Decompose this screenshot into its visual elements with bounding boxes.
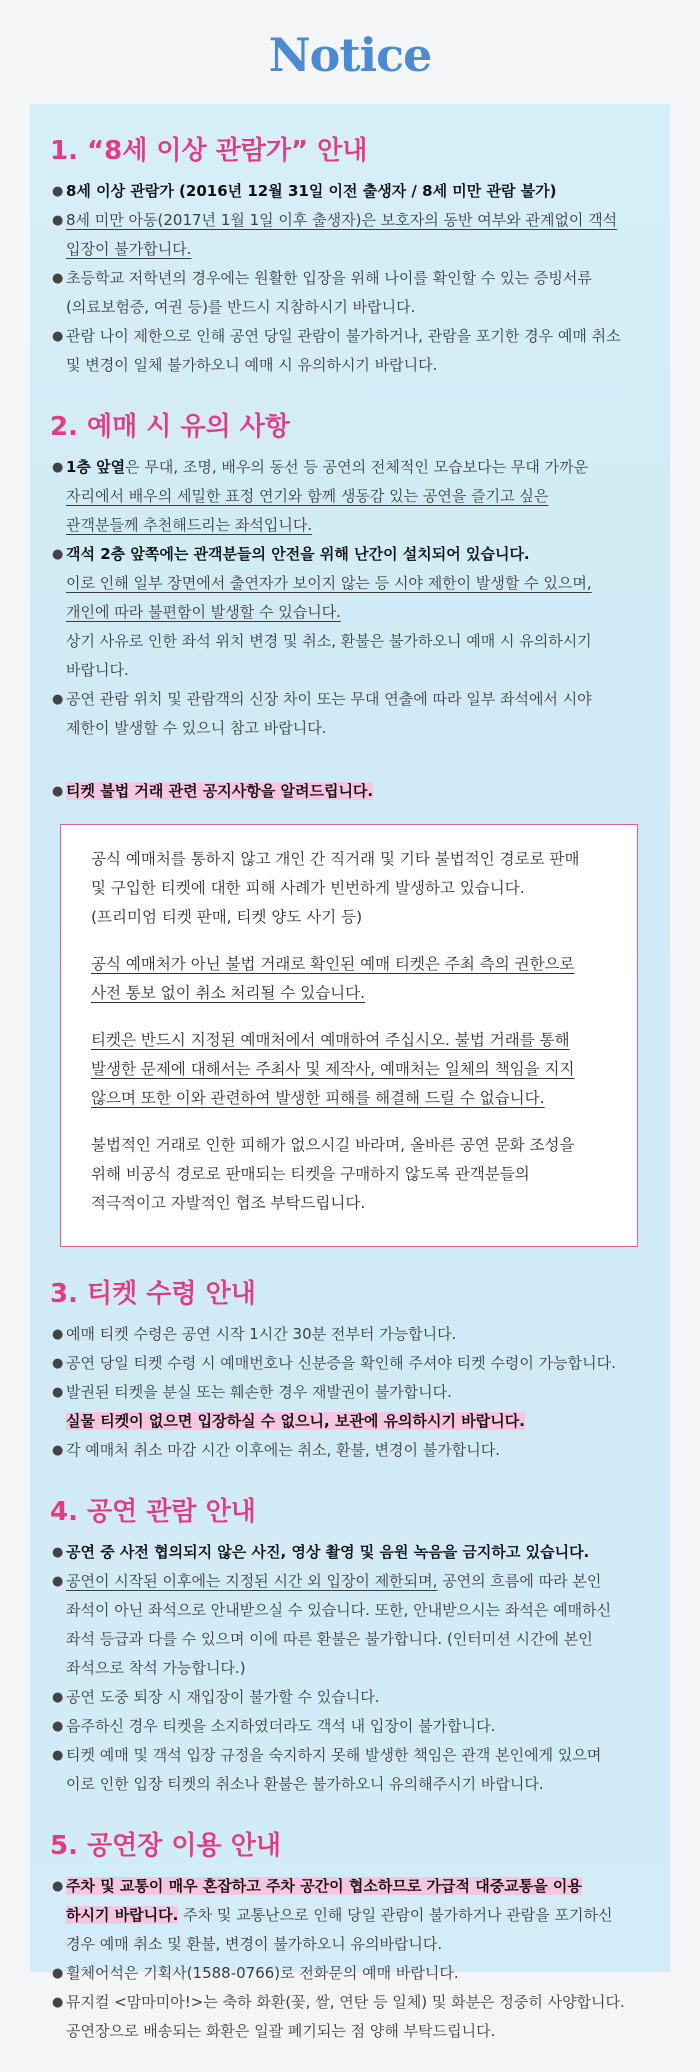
list-item: ● 1층 앞열은 무대, 조명, 배우의 동선 등 공연의 전체적인 모습보다는 무대 가까운 자리에서 배우의 세밀한 표정 연기와 함께 생동감 있는 공연을 즐기고 싶은 관객분들께 추천해드리는 좌석입니다. <box>50 453 650 540</box>
list-item: ● 뮤지컬 <맘마미아!>는 축하 화환(꽃, 쌀, 연탄 등 일체) 및 화분은 정중히 사양합니다. 공연장으로 배송되는 화환은 일괄 폐기되는 점 양해 부탁드립니다. <box>50 1988 650 2046</box>
bullet-icon: ● <box>52 1356 64 1371</box>
notice-paragraph: 공식 예매처가 아닌 불법 거래로 확인된 예매 티켓은 주최 측의 권한으로 사전 통보 없이 취소 처리될 수 있습니다. <box>91 955 575 1002</box>
section-heading: 2. 예매 시 유의 사항 <box>50 412 290 442</box>
list-item: ● 발권된 티켓을 분실 또는 훼손한 경우 재발권이 불가합니다. 실물 티켓이 없으면 입장하실 수 없으니, 보관에 유의하시기 바랍니다. <box>50 1378 650 1436</box>
notice-paragraph: 공식 예매처를 통하지 않고 개인 간 직거래 및 기타 불법적인 경로로 판매 및 구입한 티켓에 대한 피해 사례가 빈번하게 발생하고 있습니다. (프리미엄 티켓 판매, 티켓 양도 사기 등) <box>91 850 580 926</box>
bullet-icon: ● <box>52 460 64 475</box>
bullet-icon: ● <box>52 1327 64 1342</box>
bullet-icon: ● <box>52 1690 64 1705</box>
bullet-icon: ● <box>52 692 64 707</box>
notice-content <box>50 130 650 2072</box>
ticket-notice-heading: ● 티켓 불법 거래 관련 공지사항을 알려드립니다. <box>50 777 650 806</box>
section-booking-notes <box>50 406 650 1247</box>
bullet-icon: ● <box>52 184 64 199</box>
list-item: ● 초등학교 저학년의 경우에는 원활한 입장을 위해 나이를 확인할 수 있는 증빙서류 (의료보험증, 여권 등)를 반드시 지참하시기 바랍니다. <box>50 264 650 322</box>
list-item: ● 공연 중 사전 협의되지 않은 사진, 영상 촬영 및 음원 녹음을 금지하고 있습니다. <box>50 1538 650 1567</box>
list-item: ● 음주하신 경우 티켓을 소지하였더라도 객석 내 입장이 불가합니다. <box>50 1712 650 1741</box>
bullet-icon: ● <box>52 1966 64 1981</box>
bullet-icon: ● <box>52 1995 64 2010</box>
bullet-icon: ● <box>52 784 64 799</box>
list-item: ● 휠체어석은 기획사(1588-0766)로 전화문의 예매 바랍니다. <box>50 1959 650 1988</box>
bullet-icon: ● <box>52 1879 64 1894</box>
section-age-rating <box>50 130 650 380</box>
bullet-icon: ● <box>52 1443 64 1458</box>
list-item: ● 8세 미만 아동(2017년 1월 1일 이후 출생자)은 보호자의 동반 여부와 관계없이 객석 입장이 불가합니다. <box>50 206 650 264</box>
list-item: ● 예매 티켓 수령은 공연 시작 1시간 30분 전부터 가능합니다. <box>50 1320 650 1349</box>
section-heading: 1. “8세 이상 관람가” 안내 <box>50 136 368 166</box>
bullet-icon: ● <box>52 213 64 228</box>
bullet-icon: ● <box>52 1748 64 1763</box>
section-venue-guide <box>50 1825 650 2046</box>
bullet-icon: ● <box>52 1719 64 1734</box>
bullet-icon: ● <box>52 1574 64 1589</box>
list-item: ● 티켓 예매 및 객석 입장 규정을 숙지하지 못해 발생한 책임은 관객 본인에게 있으며 이로 인한 입장 티켓의 취소나 환불은 불가하오니 유의해주시기 바랍니다. <box>50 1741 650 1799</box>
notice-paragraph: 불법적인 거래로 인한 피해가 없으시길 바라며, 올바른 공연 문화 조성을 위해 비공식 경로로 판매되는 티켓을 구매하지 않도록 관객분들의 적극적이고 자발적인 협조 부탁드립니다. <box>91 1136 575 1212</box>
bullet-icon: ● <box>52 547 64 562</box>
section-viewing-guide <box>50 1491 650 1799</box>
section-heading: 5. 공연장 이용 안내 <box>50 1831 281 1861</box>
list-item: ● 공연이 시작된 이후에는 지정된 시간 외 입장이 제한되며, 공연의 흐름에 따라 본인 좌석이 아닌 좌석으로 안내받으실 수 있습니다. 또한, 안내받으시는 좌석은 예매하신 좌석 등급과 다를 수 있으며 이에 따른 환불은 불가합니다. (인터미션 시간에 본인 좌석으로 착석 가능합니다.) <box>50 1567 650 1683</box>
bullet-icon: ● <box>52 271 64 286</box>
list-item: ● 관람 나이 제한으로 인해 공연 당일 관람이 불가하거나, 관람을 포기한 경우 예매 취소 및 변경이 일체 불가하오니 예매 시 유의하시기 바랍니다. <box>50 322 650 380</box>
bullet-icon: ● <box>52 1385 64 1400</box>
page-title: Notice <box>268 28 432 82</box>
notice-paragraph: 티켓은 반드시 지정된 예매처에서 예매하여 주십시오. 불법 거래를 통해 발생한 문제에 대해서는 주최사 및 제작사, 예매처는 일체의 책임을 지지 않으며 또한 이와 관련하여 발생한 피해를 해결해 드릴 수 없습니다. <box>91 1031 575 1107</box>
ticket-notice-box <box>60 824 638 1247</box>
list-item: ● 공연 당일 티켓 수령 시 예매번호나 신분증을 확인해 주셔야 티켓 수령이 가능합니다. <box>50 1349 650 1378</box>
list-item: ● 공연 관람 위치 및 관람객의 신장 차이 또는 무대 연출에 따라 일부 좌석에서 시야 제한이 발생할 수 있으니 참고 바랍니다. <box>50 685 650 743</box>
list-item: ● 각 예매처 취소 마감 시간 이후에는 취소, 환불, 변경이 불가합니다. <box>50 1436 650 1465</box>
list-item: ● 객석 2층 앞쪽에는 관객분들의 안전을 위해 난간이 설치되어 있습니다. 이로 인해 일부 장면에서 출연자가 보이지 않는 등 시야 제한이 발생할 수 있으며, 개인에 따라 불편함이 발생할 수 있습니다. 상기 사유로 인한 좌석 위치 변경 및 취소, 환불은 불가하오니 예매 시 유의하시기 바랍니다. <box>50 540 650 685</box>
notice-panel <box>30 104 670 2040</box>
list-item: ● 공연 도중 퇴장 시 재입장이 불가할 수 있습니다. <box>50 1683 650 1712</box>
list-item: ● 8세 이상 관람가 (2016년 12월 31일 이전 출생자 / 8세 미만 관람 불가) <box>50 177 650 206</box>
section-heading: 3. 티켓 수령 안내 <box>50 1279 256 1309</box>
bullet-icon: ● <box>52 1545 64 1560</box>
bullet-icon: ● <box>52 329 64 344</box>
section-ticket-pickup <box>50 1273 650 1465</box>
list-item: ● 주차 및 교통이 매우 혼잡하고 주차 공간이 협소하므로 가급적 대중교통을 이용 하시기 바랍니다. 주차 및 교통난으로 인해 당일 관람이 불가하거나 관람을 포기하신 경우 예매 취소 및 환불, 변경이 불가하오니 유의바랍니다. <box>50 1872 650 1959</box>
section-heading: 4. 공연 관람 안내 <box>50 1497 256 1527</box>
